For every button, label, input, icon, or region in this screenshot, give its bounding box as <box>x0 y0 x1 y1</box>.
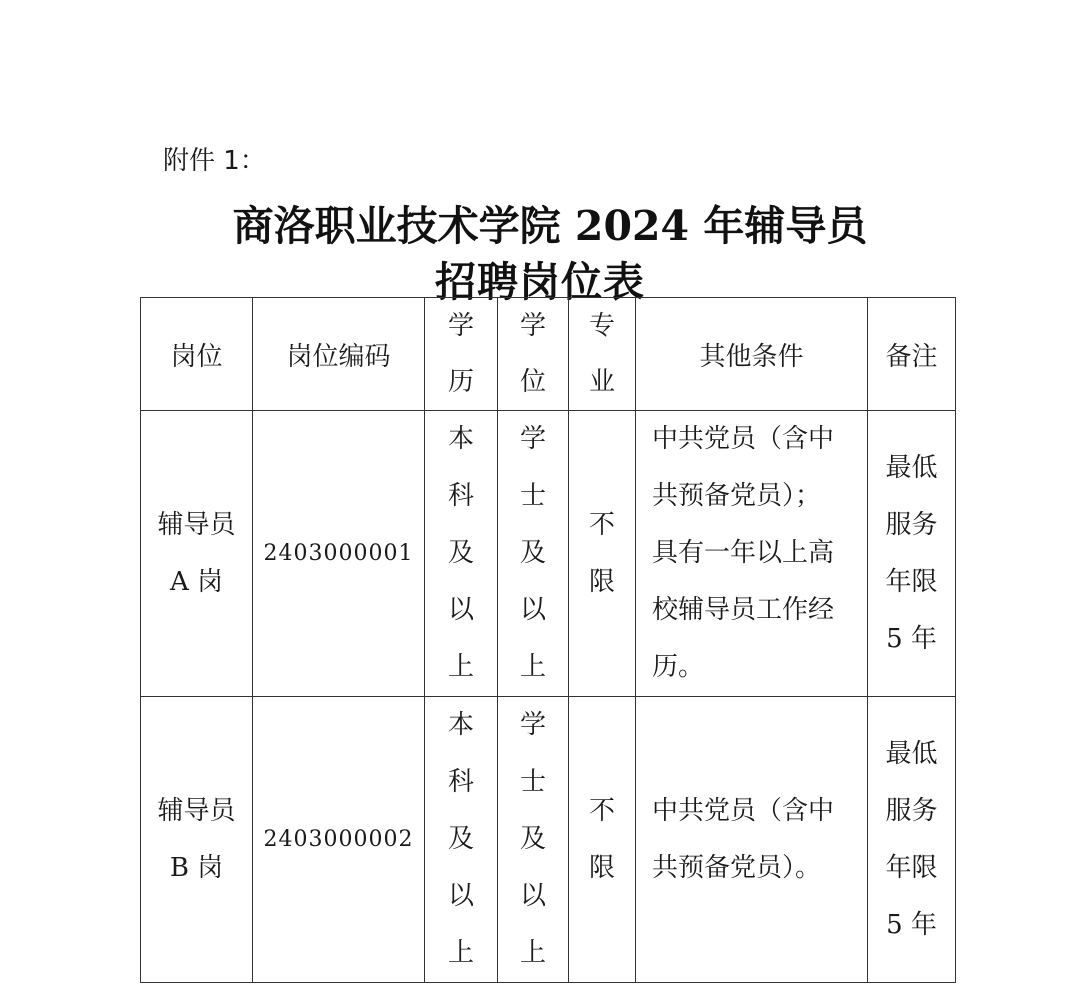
header-major: 专 业 <box>569 298 636 411</box>
page-title-line1: 商洛职业技术学院 2024 年辅导员 <box>232 202 868 250</box>
annex-label: 附件 1： <box>163 146 266 176</box>
post-cell: 辅导员 B 岗 <box>141 697 253 983</box>
degree-cell: 学 士 及 以 上 <box>498 697 569 983</box>
remark-cell: 最低 服务 年限 5 年 <box>868 411 956 697</box>
recruitment-table <box>140 297 956 983</box>
table-row <box>141 411 956 697</box>
code-cell: 2403000002 <box>253 697 425 983</box>
header-education: 学 历 <box>425 298 498 411</box>
header-code: 岗位编码 <box>253 298 425 411</box>
conditions-cell: 中共党员（含中 共预备党员）。 <box>636 697 868 983</box>
remark-cell: 最低 服务 年限 5 年 <box>868 697 956 983</box>
education-cell: 本 科 及 以 上 <box>425 697 498 983</box>
post-cell: 辅导员 A 岗 <box>141 411 253 697</box>
header-conditions: 其他条件 <box>636 298 868 411</box>
conditions-cell: 中共党员（含中 共预备党员）； 具有一年以上高 校辅导员工作经 历。 <box>636 411 868 697</box>
table-row <box>141 697 956 983</box>
major-cell: 不 限 <box>569 411 636 697</box>
table-header-row <box>141 298 956 411</box>
degree-cell: 学 士 及 以 上 <box>498 411 569 697</box>
header-remark: 备注 <box>868 298 956 411</box>
page-title-line2: 招聘岗位表 <box>435 258 645 306</box>
major-cell: 不 限 <box>569 697 636 983</box>
education-cell: 本 科 及 以 上 <box>425 411 498 697</box>
header-post: 岗位 <box>141 298 253 411</box>
code-cell: 2403000001 <box>253 411 425 697</box>
header-degree: 学 位 <box>498 298 569 411</box>
